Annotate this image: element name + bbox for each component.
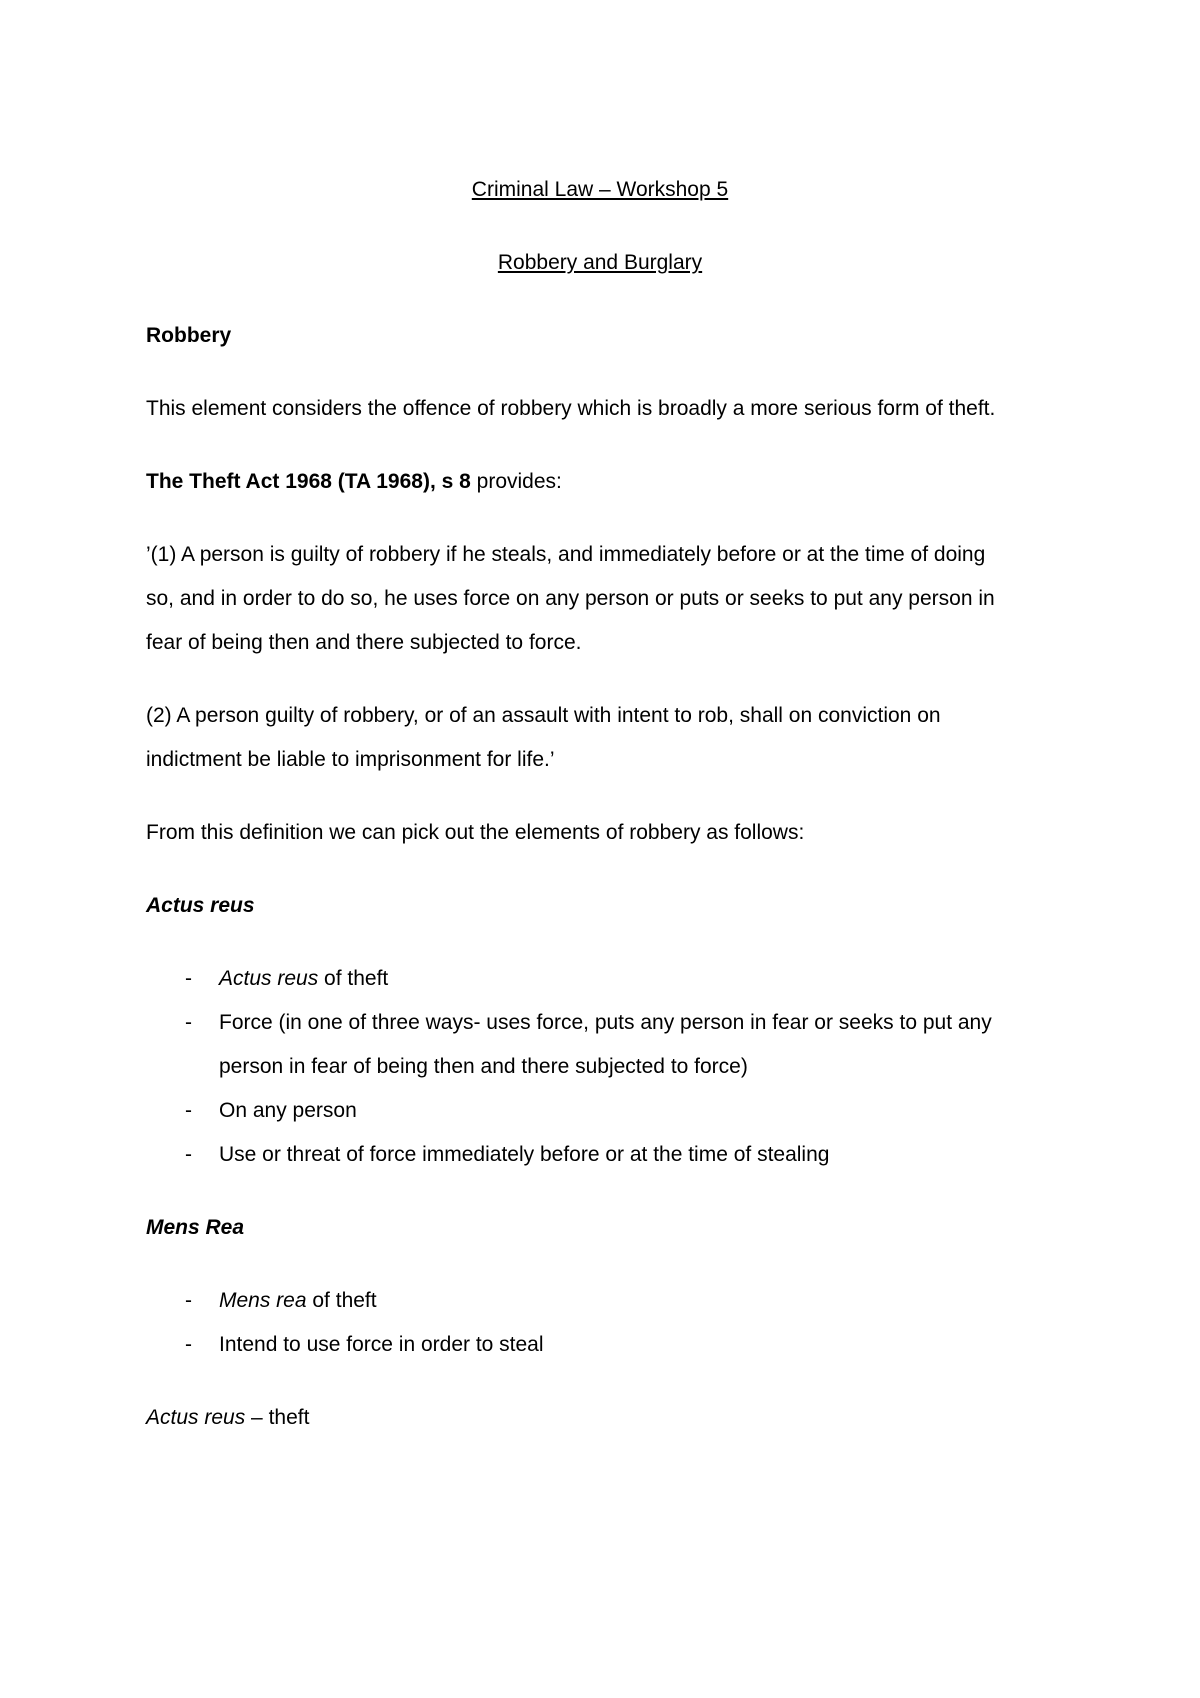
document-title (0, 178, 1200, 202)
closing-text: – theft (245, 1406, 310, 1429)
list-item-text: Intend to use force in order to steal (219, 1333, 544, 1356)
list-dash: - (185, 1289, 192, 1312)
quote-2-line-2: indictment be liable to imprisonment for life.’ (146, 748, 555, 771)
list-item-text: Use or threat of force immediately before or at the time of stealing (219, 1143, 830, 1166)
quote-1-line-3: fear of being then and there subjected to force. (146, 631, 582, 654)
actus-reus-heading: Actus reus (146, 894, 255, 917)
list-dash: - (185, 967, 192, 990)
list-dash: - (185, 1143, 192, 1166)
list-item (219, 1011, 992, 1035)
section-heading-robbery: Robbery (146, 324, 232, 347)
statute-reference-rest: provides: (470, 470, 562, 493)
quote-1-line-1: ’(1) A person is guilty of robbery if he steals, and immediately before or at the time of doing (146, 543, 986, 566)
list-dash: - (185, 1011, 192, 1034)
list-item-continuation (219, 1055, 748, 1079)
elements-intro: From this definition we can pick out the elements of robbery as follows: (146, 821, 805, 844)
quote-2-line-1: (2) A person guilty of robbery, or of an assault with intent to rob, shall on conviction on (146, 704, 941, 727)
list-item-text: On any person (219, 1099, 357, 1122)
list-dash: - (185, 1099, 192, 1122)
list-item (219, 1289, 377, 1313)
list-item (219, 1099, 357, 1123)
intro-paragraph: This element considers the offence of robbery which is broadly a more serious form of theft. (146, 397, 996, 420)
list-item-text: of theft (306, 1289, 377, 1312)
subtitle-text: Robbery and Burglary (497, 251, 703, 274)
list-dash: - (185, 1333, 192, 1356)
mens-rea-heading: Mens Rea (146, 1216, 245, 1239)
list-item-italic: Actus reus (219, 967, 319, 990)
list-item-text: Force (in one of three ways- uses force, puts any person in fear or seeks to put any (219, 1011, 992, 1034)
list-item-text: of theft (318, 967, 389, 990)
list-item-text: person in fear of being then and there subjected to force) (219, 1055, 748, 1078)
list-item (219, 1333, 544, 1357)
list-item (219, 967, 388, 991)
statute-reference-bold: The Theft Act 1968 (TA 1968), s 8 (146, 470, 471, 493)
statute-reference (146, 470, 562, 494)
closing-italic: Actus reus (146, 1406, 246, 1429)
quote-1-line-2: so, and in order to do so, he uses force on any person or puts or seeks to put any person in (146, 587, 995, 610)
title-text: Criminal Law – Workshop 5 (471, 178, 729, 201)
closing-heading (146, 1406, 309, 1430)
document-subtitle (0, 251, 1200, 275)
list-item-italic: Mens rea (219, 1289, 307, 1312)
list-item (219, 1143, 829, 1167)
